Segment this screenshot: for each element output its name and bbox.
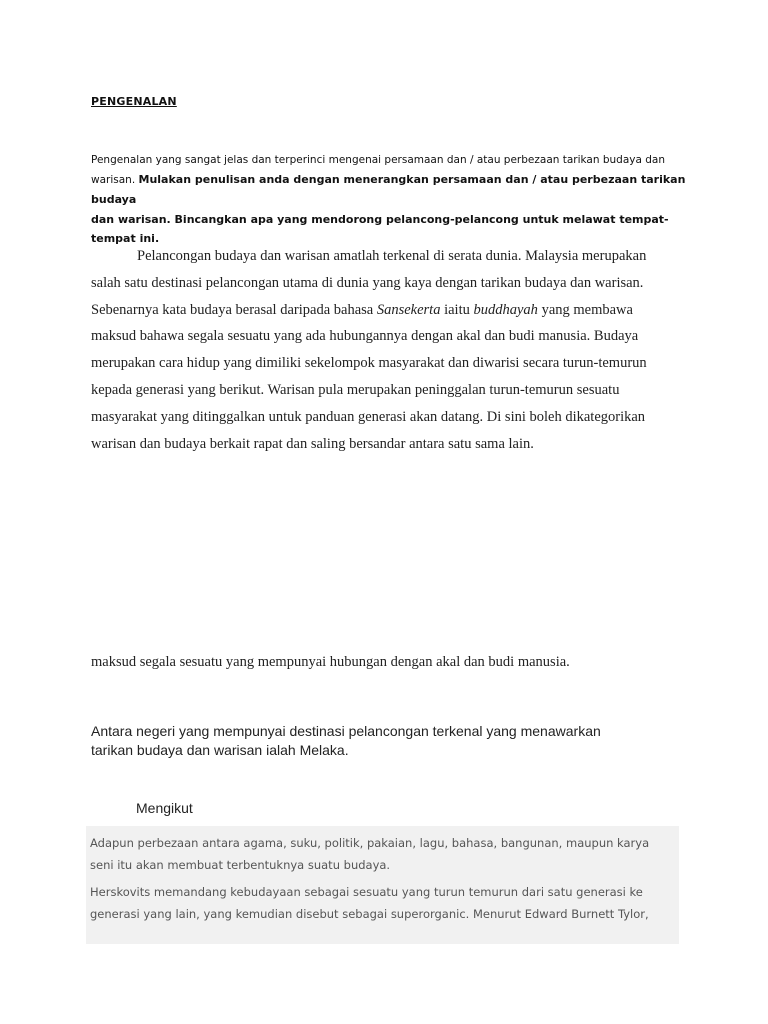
paragraph-intro	[91, 243, 686, 457]
quoted-paragraph-2	[90, 881, 678, 925]
instruction-line-2	[91, 170, 691, 210]
paragraph-line: Antara negeri yang mempunyai destinasi pelancongan terkenal yang menawarkan	[91, 723, 601, 739]
paragraph-line: salah satu destinasi pelancongan utama di dunia yang kaya dengan tarikan budaya dan warisan.	[91, 274, 644, 291]
paragraph-definition: maksud segala sesuatu yang mempunyai hubungan dengan akal dan budi manusia.	[91, 654, 570, 670]
instruction-bold-2: dan warisan. Bincangkan apa yang mendorong pelancong-pelancong untuk melawat tempat-tempat ini.	[91, 213, 669, 245]
paragraph-melaka	[91, 722, 691, 760]
text-run: Sebenarnya kata budaya berasal daripada bahasa	[91, 301, 377, 318]
text-run: iaitu	[440, 301, 474, 318]
paragraph-line: Adapun perbezaan antara agama, suku, politik, pakaian, lagu, bahasa, bangunan, maupun karya	[90, 836, 650, 850]
paragraph-line: generasi yang lain, yang kemudian disebut sebagai superorganic. Menurut Edward Burnett Tylor,	[90, 907, 649, 921]
instruction-normal: warisan.	[91, 174, 136, 186]
paragraph-line: maksud bahawa segala sesuatu yang ada hubungannya dengan akal dan budi manusia. Budaya	[91, 328, 639, 345]
paragraph-line: tarikan budaya dan warisan ialah Melaka.	[91, 742, 349, 758]
paragraph-line: masyarakat yang ditinggalkan untuk panduan generasi akan datang. Di sini boleh dikategorikan	[91, 408, 646, 425]
paragraph-line: Pelancongan budaya dan warisan amatlah terkenal di serata dunia. Malaysia merupakan	[137, 248, 647, 264]
paragraph-line: merupakan cara hidup yang dimiliki sekelompok masyarakat dan diwarisi secara turun-temurun	[91, 355, 647, 372]
instruction-line-1: Pengenalan yang sangat jelas dan terperinci mengenai persamaan dan / atau perbezaan tarikan budaya dan	[91, 154, 666, 166]
italic-term-sansekerta: Sansekerta	[376, 301, 441, 318]
quoted-paragraph-1	[90, 832, 678, 876]
section-heading: PENGENALAN	[91, 95, 177, 108]
instruction-bold-1: Mulakan penulisan anda dengan menerangkan persamaan dan / atau perbezaan tarikan budaya	[91, 173, 686, 206]
paragraph-line	[91, 297, 686, 324]
paragraph-line: kepada generasi yang berikut. Warisan pula merupakan peninggalan turun-temurun sesuatu	[91, 381, 620, 398]
paragraph-line: warisan dan budaya berkait rapat dan saling bersandar antara satu sama lain.	[91, 435, 534, 452]
text-run: yang membawa	[537, 301, 633, 318]
paragraph-line: Herskovits memandang kebudayaan sebagai sesuatu yang turun temurun dari satu generasi ke	[90, 885, 643, 899]
paragraph-mengikut: Mengikut	[136, 800, 193, 816]
italic-term-buddhayah: buddhayah	[473, 301, 538, 318]
paragraph-line: seni itu akan membuat terbentuknya suatu budaya.	[90, 858, 391, 872]
instruction-text	[91, 151, 691, 248]
